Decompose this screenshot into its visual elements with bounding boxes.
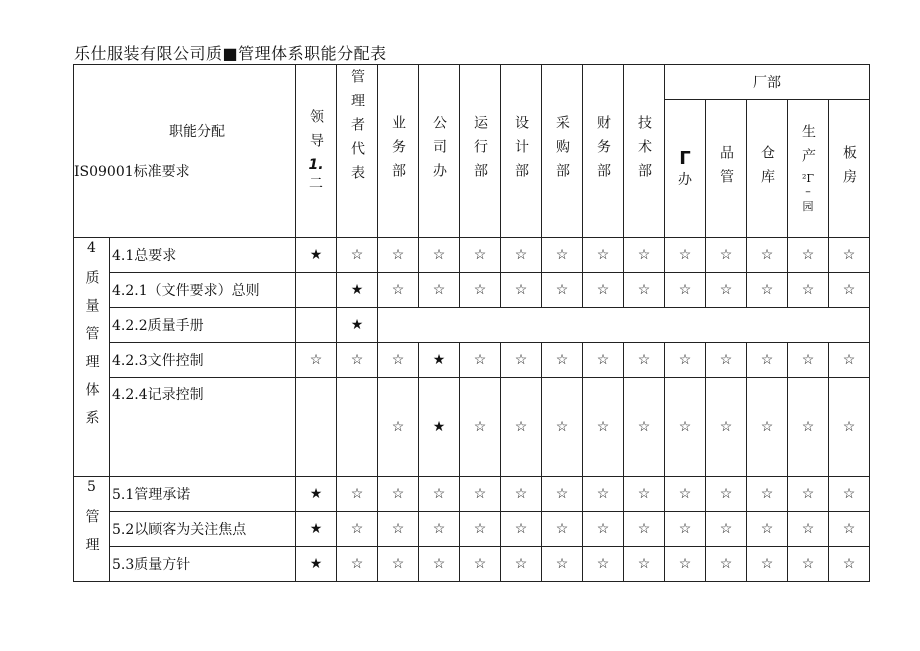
- dept-header-business: [378, 65, 419, 238]
- mark-cell: ☆: [378, 273, 419, 308]
- mark-cell: ☆: [337, 547, 378, 582]
- dept-sub: ²Γ: [801, 171, 815, 185]
- mark-cell: ☆: [829, 273, 870, 308]
- mark-cell: ☆: [747, 343, 788, 378]
- dept-name: 仓库: [759, 144, 775, 193]
- mark-cell: ★: [296, 547, 337, 582]
- mark-cell: [296, 273, 337, 308]
- mark-cell: ☆: [788, 512, 829, 547]
- mark-cell: ☆: [665, 477, 706, 512]
- mark-cell: ☆: [829, 378, 870, 477]
- factory-dept-warehouse: [747, 100, 788, 238]
- mark-cell: ★: [419, 378, 460, 477]
- function-header-cell: [74, 65, 296, 238]
- mark-cell: ★: [296, 238, 337, 273]
- section-label-5: 5管理: [74, 477, 110, 582]
- mark-cell: ☆: [788, 477, 829, 512]
- mark-cell: ☆: [501, 512, 542, 547]
- requirement-cell: 5.3质量方针: [110, 547, 296, 582]
- empty-cell: [378, 308, 870, 343]
- mark-cell: [337, 378, 378, 477]
- mark-cell: ☆: [501, 273, 542, 308]
- factory-header: 厂部: [665, 65, 870, 100]
- mark-cell: ★: [419, 343, 460, 378]
- requirement-cell: 4.2.2质量手册: [110, 308, 296, 343]
- mark-cell: ☆: [829, 547, 870, 582]
- mark-cell: ☆: [419, 512, 460, 547]
- mark-cell: ☆: [747, 273, 788, 308]
- dept-header-operations: [460, 65, 501, 238]
- mark-cell: ☆: [337, 477, 378, 512]
- factory-dept-office: [665, 100, 706, 238]
- factory-glyph: Γ: [679, 148, 691, 169]
- mark-cell: ☆: [788, 547, 829, 582]
- requirement-cell: 4.1总要求: [110, 238, 296, 273]
- mark-cell: ☆: [542, 477, 583, 512]
- mark-cell: ☆: [378, 378, 419, 477]
- mark-cell: ☆: [624, 238, 665, 273]
- function-allocation-table: [73, 64, 870, 582]
- mark-cell: ☆: [665, 343, 706, 378]
- mark-cell: ☆: [665, 273, 706, 308]
- dept-name: 品管: [718, 144, 734, 193]
- dept-header-technology: [624, 65, 665, 238]
- mark-cell: ☆: [583, 378, 624, 477]
- mark-cell: ☆: [665, 378, 706, 477]
- mark-cell: ☆: [501, 378, 542, 477]
- mark-cell: ☆: [583, 477, 624, 512]
- mark-cell: ☆: [501, 343, 542, 378]
- requirement-cell: 4.2.3文件控制: [110, 343, 296, 378]
- mark-cell: ☆: [665, 547, 706, 582]
- dept-name: 设计部: [513, 115, 529, 187]
- mark-cell: ★: [296, 477, 337, 512]
- mark-cell: ☆: [378, 547, 419, 582]
- mark-cell: ☆: [501, 547, 542, 582]
- mark-cell: [296, 308, 337, 343]
- mark-cell: ★: [337, 273, 378, 308]
- dept-header-finance: [583, 65, 624, 238]
- mark-cell: ☆: [706, 512, 747, 547]
- mark-cell: ☆: [296, 343, 337, 378]
- requirement-cell: 4.2.4记录控制: [110, 378, 296, 477]
- mark-cell: ☆: [542, 238, 583, 273]
- mark-cell: ☆: [501, 238, 542, 273]
- mark-cell: ☆: [378, 343, 419, 378]
- mark-cell: ☆: [460, 343, 501, 378]
- mark-cell: ☆: [624, 273, 665, 308]
- mark-cell: ☆: [583, 343, 624, 378]
- dept-name: 采购部: [554, 115, 570, 187]
- mark-cell: ☆: [460, 547, 501, 582]
- mark-cell: ☆: [829, 477, 870, 512]
- mark-cell: ☆: [583, 273, 624, 308]
- mark-cell: ☆: [419, 273, 460, 308]
- dept-name: 管理者代表: [349, 69, 365, 189]
- mark-cell: ☆: [624, 547, 665, 582]
- dept-name: 板房: [841, 144, 857, 193]
- mark-cell: ☆: [706, 477, 747, 512]
- mark-cell: ☆: [501, 477, 542, 512]
- mark-cell: ☆: [583, 547, 624, 582]
- mark-cell: ☆: [583, 238, 624, 273]
- mark-cell: ☆: [706, 378, 747, 477]
- mark-cell: ☆: [542, 512, 583, 547]
- mark-cell: ☆: [337, 343, 378, 378]
- dept-header-purchasing: [542, 65, 583, 238]
- mark-cell: ☆: [460, 477, 501, 512]
- mark-cell: ☆: [378, 512, 419, 547]
- mark-cell: ☆: [460, 273, 501, 308]
- mark-cell: ☆: [665, 512, 706, 547]
- mark-cell: ☆: [747, 378, 788, 477]
- mark-cell: ☆: [706, 343, 747, 378]
- mark-cell: ☆: [542, 378, 583, 477]
- dept-name: 财务部: [595, 115, 611, 187]
- dept-name: 运行部: [472, 115, 488, 187]
- mark-cell: ☆: [624, 512, 665, 547]
- dept-name: 技术部: [636, 115, 652, 187]
- mark-cell: ☆: [542, 547, 583, 582]
- mark-cell: ☆: [747, 512, 788, 547]
- mark-cell: ☆: [706, 547, 747, 582]
- mark-cell: ☆: [337, 512, 378, 547]
- requirement-cell: 4.2.1（文件要求）总则: [110, 273, 296, 308]
- mark-cell: ☆: [542, 343, 583, 378]
- mark-cell: ☆: [747, 238, 788, 273]
- mark-cell: ☆: [829, 343, 870, 378]
- mark-cell: [296, 378, 337, 477]
- mark-cell: ☆: [583, 512, 624, 547]
- mark-cell: ☆: [788, 378, 829, 477]
- mark-cell: ☆: [419, 238, 460, 273]
- mark-cell: ☆: [460, 512, 501, 547]
- mark-cell: ☆: [378, 477, 419, 512]
- dept-header-design: [501, 65, 542, 238]
- mark-cell: ☆: [747, 547, 788, 582]
- mark-cell: ☆: [624, 378, 665, 477]
- mark-cell: ☆: [829, 512, 870, 547]
- dept-name: 业务部: [390, 115, 406, 187]
- mark-cell: ☆: [788, 343, 829, 378]
- mark-cell: ☆: [706, 238, 747, 273]
- dept-header-office: [419, 65, 460, 238]
- dept-name: 公司办: [431, 115, 447, 187]
- dept-sub: 二: [309, 176, 323, 192]
- mark-cell: ☆: [542, 273, 583, 308]
- dept-sub: –: [805, 184, 811, 198]
- mark-cell: ☆: [829, 238, 870, 273]
- mark-cell: ☆: [788, 273, 829, 308]
- dept-name: 生产: [800, 123, 816, 172]
- mark-cell: ☆: [788, 238, 829, 273]
- mark-cell: ★: [337, 308, 378, 343]
- dept-sub: 园: [802, 199, 814, 213]
- requirement-cell: 5.1管理承诺: [110, 477, 296, 512]
- dept-name: 领导: [308, 109, 324, 157]
- mark-cell: ☆: [460, 238, 501, 273]
- mark-cell: ☆: [419, 547, 460, 582]
- section-label-4: 4质量管理体系: [74, 238, 110, 477]
- mark-cell: ☆: [460, 378, 501, 477]
- dept-header-mgmt-rep: [337, 65, 378, 238]
- dept-name: 办: [678, 172, 692, 188]
- mark-cell: ☆: [378, 238, 419, 273]
- factory-dept-production: [788, 100, 829, 238]
- dept-sub: 1.: [308, 157, 324, 173]
- mark-cell: ☆: [419, 477, 460, 512]
- mark-cell: ☆: [747, 477, 788, 512]
- standard-label: IS09001标准要求: [74, 164, 190, 180]
- dept-header-leader: [296, 65, 337, 238]
- factory-dept-pattern-room: [829, 100, 870, 238]
- mark-cell: ☆: [337, 238, 378, 273]
- mark-cell: ☆: [624, 477, 665, 512]
- function-label: 职能分配: [169, 124, 225, 140]
- factory-dept-qc: [706, 100, 747, 238]
- mark-cell: ★: [296, 512, 337, 547]
- requirement-cell: 5.2以顾客为关注焦点: [110, 512, 296, 547]
- mark-cell: ☆: [624, 343, 665, 378]
- mark-cell: ☆: [665, 238, 706, 273]
- document-title: 乐仕服装有限公司质■管理体系职能分配表: [74, 44, 387, 63]
- mark-cell: ☆: [706, 273, 747, 308]
